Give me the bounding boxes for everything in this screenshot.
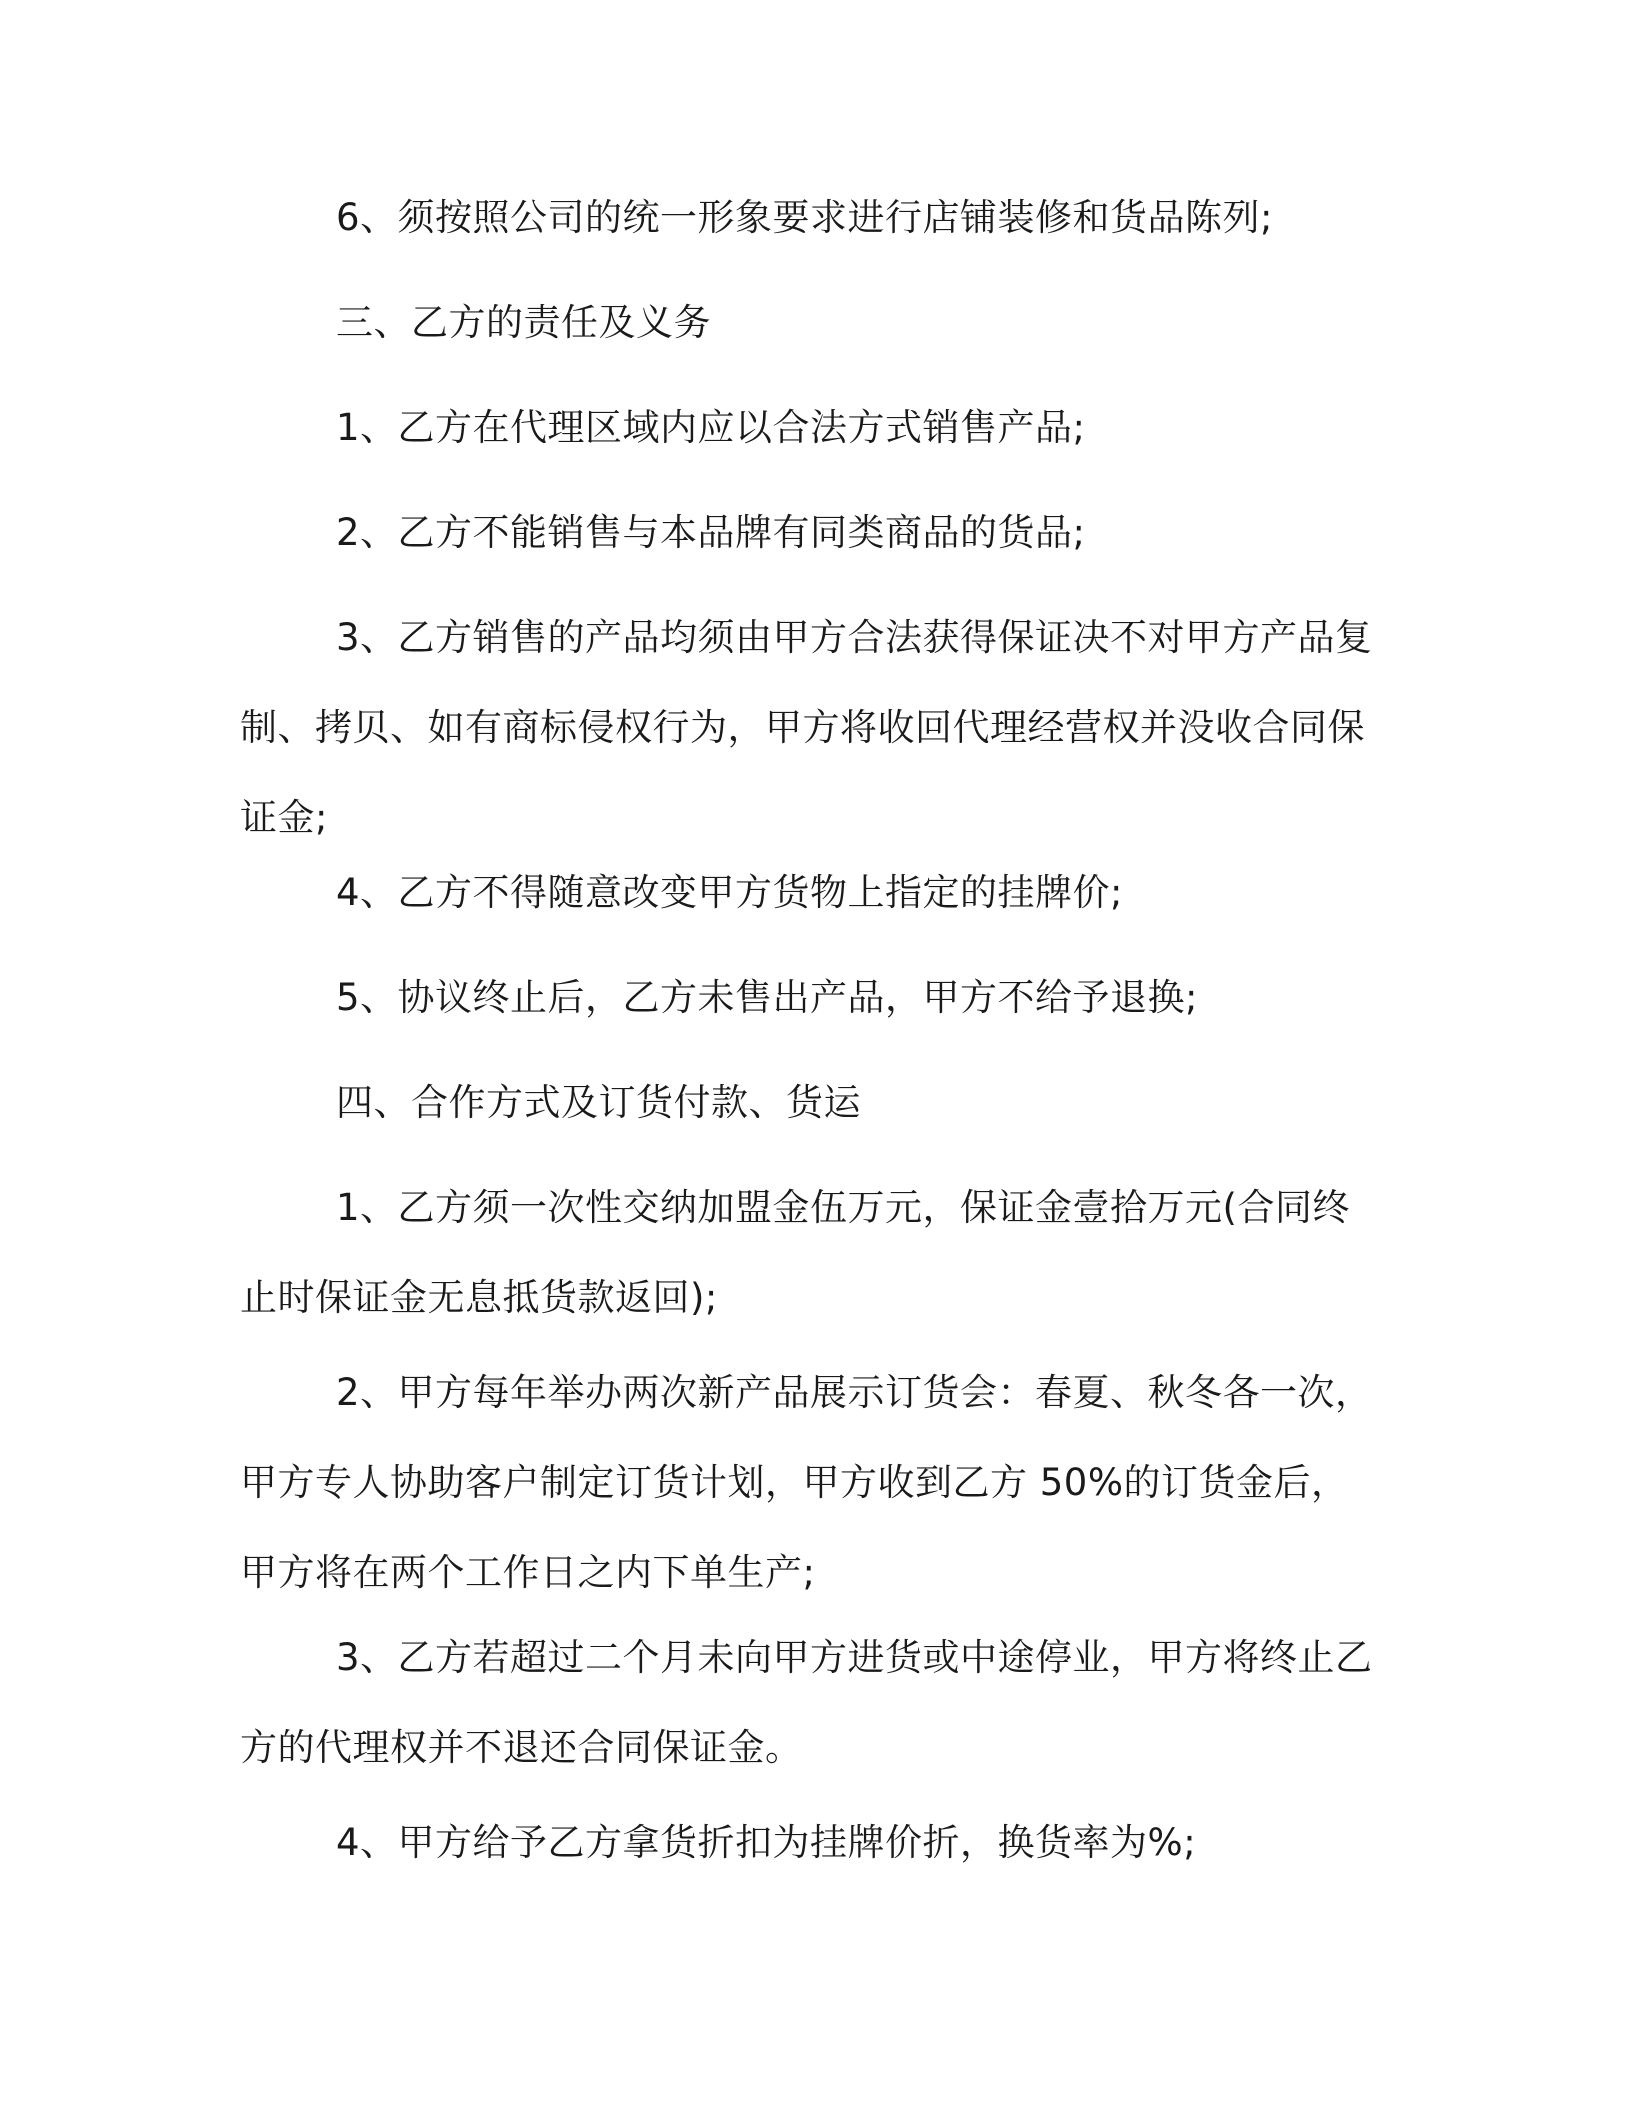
- paragraph-clause-4: 4、甲方给予乙方拿货折扣为挂牌价折，换货率为%;: [336, 1821, 1197, 1864]
- paragraph-clause-2: 2、乙方不能销售与本品牌有同类商品的货品;: [336, 511, 1086, 554]
- paragraph-clause-3: 3、乙方若超过二个月未向甲方进货或中途停业，甲方将终止乙方的代理权并不退还合同保证金。: [240, 1636, 1373, 1769]
- paragraph-clause-1: 1、乙方须一次性交纳加盟金伍万元，保证金壹拾万元(合同终止时保证金无息抵货款返回);: [240, 1186, 1350, 1319]
- paragraph-clause-5: 5、协议终止后，乙方未售出产品，甲方不给予退换;: [336, 976, 1199, 1019]
- section-heading-4: 四、合作方式及订货付款、货运: [336, 1081, 861, 1124]
- paragraph-clause-6: 6、须按照公司的统一形象要求进行店铺装修和货品陈列;: [336, 196, 1274, 239]
- paragraph-clause-4: 4、乙方不得随意改变甲方货物上指定的挂牌价;: [336, 871, 1124, 914]
- paragraph-clause-3: 3、乙方销售的产品均须由甲方合法获得保证决不对甲方产品复制、拷贝、如有商标侵权行为，甲方将收回代理经营权并没收合同保证金;: [240, 616, 1373, 839]
- paragraph-clause-1: 1、乙方在代理区域内应以合法方式销售产品;: [336, 406, 1086, 449]
- section-heading-3: 三、乙方的责任及义务: [336, 301, 711, 344]
- paragraph-clause-2: 2、甲方每年举办两次新产品展示订货会：春夏、秋冬各一次，甲方专人协助客户制定订货计划，甲方收到乙方 50%的订货金后，甲方将在两个工作日之内下单生产;: [240, 1371, 1373, 1594]
